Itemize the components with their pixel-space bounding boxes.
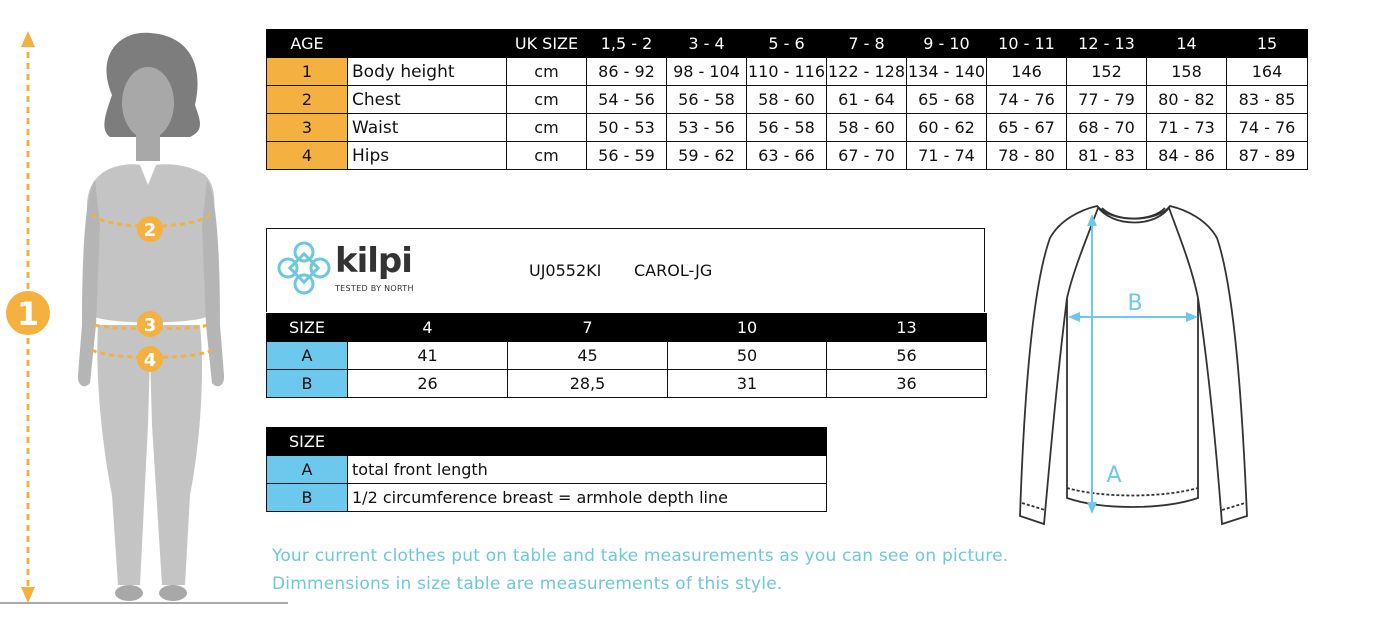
- size-col: 10: [668, 314, 827, 342]
- table-row: 2 Chest cm 54 - 56 56 - 58 58 - 60 61 - 64 65 - 68 74 - 76 77 - 79 80 - 82 83 - 85: [267, 86, 1308, 114]
- marker-2-label: 2: [143, 220, 157, 241]
- garment-size-table: [266, 313, 987, 398]
- age-col: 3 - 4: [667, 30, 747, 58]
- legend-header: [267, 428, 827, 456]
- measurement-legend-table: [266, 427, 827, 512]
- uk-size-header: UK SIZE: [507, 30, 587, 58]
- age-col: 10 - 11: [987, 30, 1067, 58]
- table-row: 3 Waist cm 50 - 53 53 - 56 56 - 58 58 - 60 60 - 62 65 - 67 68 - 70 71 - 73 74 - 76: [267, 114, 1308, 142]
- body-figure: [0, 25, 290, 610]
- size-col: 4: [348, 314, 508, 342]
- age-header: AGE: [267, 30, 348, 58]
- kilpi-knot-icon: [275, 239, 333, 297]
- age-size-table: [266, 29, 1308, 170]
- age-table-header: [267, 30, 1308, 58]
- size-col: 7: [508, 314, 668, 342]
- marker-4-label: 4: [143, 350, 157, 371]
- age-col: 7 - 8: [827, 30, 907, 58]
- measure-label-b: B: [1127, 291, 1143, 316]
- instruction-line-1: Your current clothes put on table and take measurements as you can see on picture.: [272, 546, 1009, 566]
- age-col: 14: [1147, 30, 1227, 58]
- table-row: 4 Hips cm 56 - 59 59 - 62 63 - 66 67 - 70 71 - 74 78 - 80 81 - 83 84 - 86 87 - 89: [267, 142, 1308, 170]
- brand-tagline: TESTED BY NORTH: [335, 284, 414, 293]
- product-code: UJ0552KI: [529, 261, 602, 280]
- age-col: 1,5 - 2: [587, 30, 667, 58]
- size-table-header: [267, 314, 987, 342]
- instruction-line-2: Dimmensions in size table are measurements of this style.: [272, 574, 783, 594]
- age-col: 5 - 6: [747, 30, 827, 58]
- measure-label-a: A: [1106, 463, 1122, 488]
- age-col: 12 - 13: [1067, 30, 1147, 58]
- size-col: 13: [827, 314, 987, 342]
- marker-1-label: 1: [16, 295, 40, 333]
- table-row: B 26 28,5 31 36: [267, 370, 987, 398]
- product-name: CAROL-JG: [634, 261, 713, 280]
- brand-logo-text: kilpi: [335, 241, 412, 281]
- table-row: A total front length: [267, 456, 827, 484]
- table-row: B 1/2 circumference breast = armhole depth line: [267, 484, 827, 512]
- table-row: 1 Body height cm 86 - 92 98 - 104 110 - 116 122 - 128 134 - 140 146 152 158 164: [267, 58, 1308, 86]
- marker-3-label: 3: [143, 315, 157, 336]
- age-col: 9 - 10: [907, 30, 987, 58]
- legend-size-header: SIZE: [267, 428, 348, 456]
- brand-box: [266, 228, 985, 312]
- table-row: A 41 45 50 56: [267, 342, 987, 370]
- size-header: SIZE: [267, 314, 348, 342]
- age-col: 15: [1227, 30, 1308, 58]
- garment-drawing: [1012, 198, 1258, 538]
